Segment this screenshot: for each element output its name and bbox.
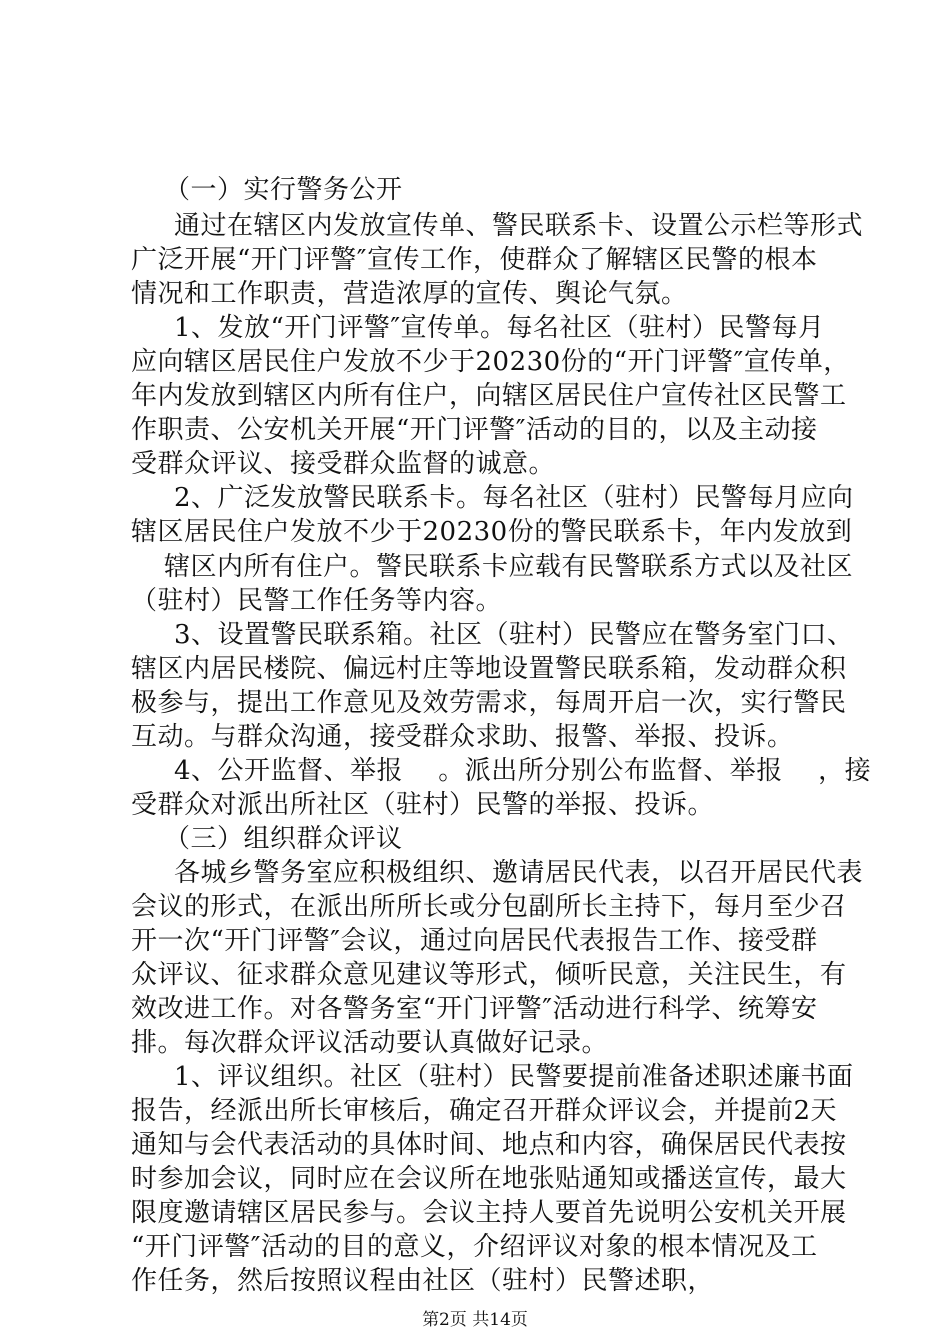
paragraph-line: 受群众对派出所社区（驻村）民警的举报、投诉。 — [131, 790, 715, 820]
paragraph-line: 会议的形式，在派出所所长或分包副所长主持下，每月至少召 — [131, 892, 847, 922]
paragraph-line: 作职责、公安机关开展“开门评警″活动的目的，以及主动接 — [131, 415, 818, 445]
paragraph-line: 1、评议组织。社区（驻村）民警要提前准备述职述廉书面 — [174, 1062, 854, 1092]
paragraph-line: 应向辖区居民住户发放不少于20230份的“开门评警″宣传单， — [131, 347, 850, 377]
page-number-footer: 第2页 共14页 — [422, 1310, 528, 1330]
paragraph-line: 极参与，提出工作意见及效劳需求，每周开启一次，实行警民 — [131, 688, 847, 718]
paragraph-line: 通过在辖区内发放宣传单、警民联系卡、设置公示栏等形式 — [174, 211, 864, 241]
paragraph-line: 2、广泛发放警民联系卡。每名社区（驻村）民警每月应向 — [174, 483, 854, 513]
paragraph-line: 辖区内居民楼院、偏远村庄等地设置警民联系箱，发动群众积 — [131, 654, 847, 684]
section-heading: （一）实行警务公开 — [164, 175, 403, 205]
paragraph-line: 限度邀请辖区居民参与。会议主持人要首先说明公安机关开展 — [131, 1198, 847, 1228]
paragraph-line: 受群众评议、接受群众监督的诚意。 — [131, 449, 556, 479]
paragraph-line: （驻村）民警工作任务等内容。 — [131, 586, 503, 616]
paragraph-line: 众评议、征求群众意见建议等形式，倾听民意，关注民生，有 — [131, 960, 847, 990]
paragraph-line: 作任务，然后按照议程由社区（驻村）民警述职， — [131, 1266, 715, 1296]
paragraph-line: 互动。与群众沟通，接受群众求助、报警、举报、投诉。 — [131, 722, 794, 752]
paragraph-line: 排。每次群众评议活动要认真做好记录。 — [131, 1028, 609, 1058]
section-heading: （三）组织群众评议 — [164, 824, 403, 854]
paragraph-line: 开一次“开门评警″会议，通过向居民代表报告工作、接受群 — [131, 926, 818, 956]
paragraph-line: 辖区居民住户发放不少于20230份的警民联系卡，年内发放到 — [131, 517, 853, 547]
paragraph-line: 4、公开监督、举报 。派出所分别公布监督、举报 ，接 — [174, 756, 872, 786]
paragraph-line: 通知与会代表活动的具体时间、地点和内容，确保居民代表按 — [131, 1130, 847, 1160]
paragraph-line: 效改进工作。对各警务室“开门评警″活动进行科学、统筹安 — [131, 994, 818, 1024]
paragraph-line: 广泛开展“开门评警″宣传工作，使群众了解辖区民警的根本 — [131, 245, 818, 275]
paragraph-line: 情况和工作职责，营造浓厚的宣传、舆论气氛。 — [131, 279, 688, 309]
paragraph-line: 辖区内所有住户。警民联系卡应载有民警联系方式以及社区 — [164, 552, 854, 582]
paragraph-line: 时参加会议，同时应在会议所在地张贴通知或播送宣传，最大 — [131, 1164, 847, 1194]
paragraph-line: 报告，经派出所长审核后，确定召开群众评议会，并提前2天 — [131, 1096, 838, 1126]
paragraph-line: 各城乡警务室应积极组织、邀请居民代表，以召开居民代表 — [174, 858, 864, 888]
paragraph-line: 年内发放到辖区内所有住户，向辖区居民住户宣传社区民警工 — [131, 381, 847, 411]
paragraph-line: 1、发放“开门评警″宣传单。每名社区（驻村）民警每月 — [174, 313, 825, 343]
paragraph-line: 3、设置警民联系箱。社区（驻村）民警应在警务室门口、 — [174, 620, 854, 650]
paragraph-line: “开门评警″活动的目的意义，介绍评议对象的根本情况及工 — [131, 1232, 818, 1262]
